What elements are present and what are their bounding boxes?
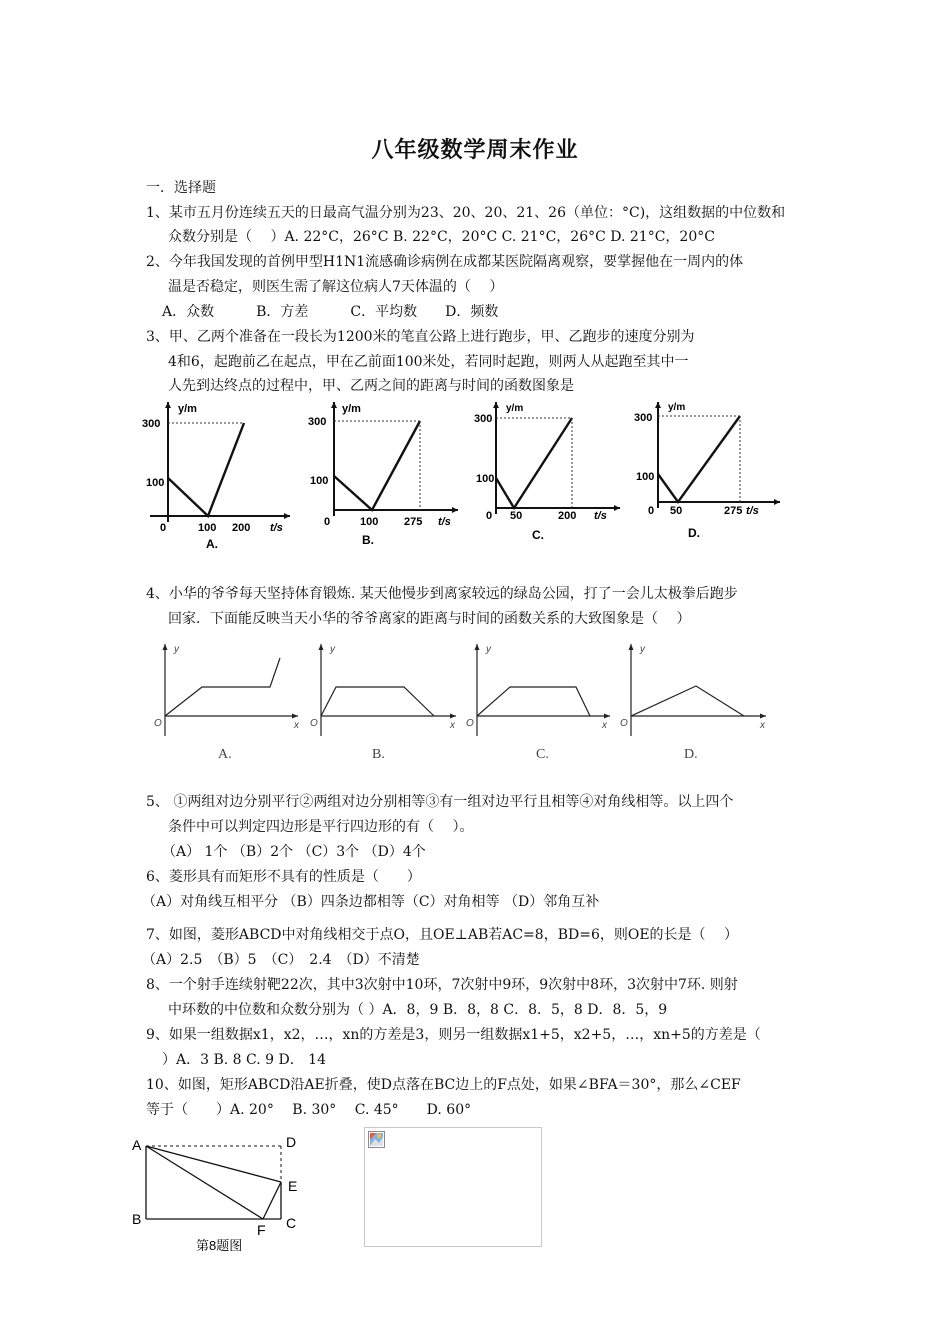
section-heading: 一．选择题 xyxy=(146,180,216,196)
vertex-d: D xyxy=(286,1134,297,1150)
vertex-e: E xyxy=(288,1178,298,1194)
q2-line1: 2、今年我国发现的首例甲型H1N1流感确诊病例在成都某医院隔离观察，要掌握他在一周内的体 xyxy=(146,254,744,270)
q10-line2: 等于（ ）A. 20° B. 30° C. 45° D. 60° xyxy=(146,1102,472,1118)
option-label: A. xyxy=(218,747,232,762)
vertex-a: A xyxy=(132,1137,142,1153)
y-axis-label: y/m xyxy=(342,403,361,415)
vertex-f: F xyxy=(257,1222,266,1238)
q3-graph-a xyxy=(140,398,290,551)
page-title: 八年级数学周末作业 xyxy=(371,137,579,163)
q1-line1: 1、某市五月份连续五天的日最高气温分别为23、20、20、21、26（单位：°C)，这组数据的中位数和 xyxy=(146,205,786,221)
y-tick-300: 300 xyxy=(474,413,493,425)
q5-options: （A） 1个 （B）2个 （C）3个 （D）4个 xyxy=(162,844,426,860)
q10-line1: 10、如图，矩形ABCD沿AE折叠，使D点落在BC边上的F点处，如果∠BFA＝30°，那么∠CEF xyxy=(146,1077,741,1093)
option-label: D. xyxy=(684,747,698,762)
q8-line2: 中环数的中位数和众数分别为（ ）A．8，9 B．8，8 C．8．5，8 D．8．5，9 xyxy=(168,1002,668,1018)
q3-graph-b xyxy=(300,398,460,548)
q3-line2: 4和6，起跑前乙在起点，甲在乙前面100米处，若同时起跑，则两人从起跑至其中一 xyxy=(168,354,689,370)
origin-label: O xyxy=(466,718,474,729)
y-tick-300: 300 xyxy=(142,418,161,430)
x-axis-label: t/s xyxy=(438,516,451,528)
q4-graph-d xyxy=(616,640,776,765)
q2-line2: 温是否稳定，则医生需了解这位病人7天体温的（ ） xyxy=(168,279,504,295)
y-axis-label: y/m xyxy=(178,403,197,415)
x-axis-label: x xyxy=(294,720,299,731)
y-tick-300: 300 xyxy=(634,412,653,424)
q5-line2: 条件中可以判定四边形是平行四边形的有（ ）。 xyxy=(168,819,474,835)
x-tick-end: 275 xyxy=(724,505,743,517)
x-axis-label: x xyxy=(760,720,765,731)
q9-line1: 9、如果一组数据x1，x2，…，xn的方差是3，则另一组数据x1+5，x2+5，…，xn+5的方差是（ xyxy=(146,1027,761,1043)
vertex-c: C xyxy=(286,1215,297,1231)
x-tick-end: 275 xyxy=(404,516,423,528)
x-axis-label: x xyxy=(602,720,607,731)
q4-graph-c xyxy=(462,640,622,765)
q4-line2: 回家．下面能反映当天小华的爷爷离家的距离与时间的函数关系的大致图象是（ ） xyxy=(168,611,691,627)
origin-label: O xyxy=(620,718,628,729)
image-placeholder xyxy=(364,1127,542,1247)
x-axis-label: t/s xyxy=(594,510,607,522)
x-tick-end: 200 xyxy=(558,510,577,522)
q4-line1: 4、小华的爷爷每天坚持体育锻炼. 某天他慢步到离家较远的绿岛公园，打了一会儿太极拳后跑步 xyxy=(146,586,738,602)
y-tick-100: 100 xyxy=(636,471,655,483)
q2-options: A．众数 B．方差 C．平均数 D．频数 xyxy=(162,304,499,320)
option-label: C. xyxy=(532,528,544,542)
q9-line2: ）A．3 B. 8 C. 9 D． 14 xyxy=(162,1052,326,1068)
vertex-b: B xyxy=(132,1211,142,1227)
origin-label: O xyxy=(154,718,162,729)
x-tick-min: 100 xyxy=(360,516,379,528)
x-axis-label: t/s xyxy=(270,522,283,534)
q5-line1: 5、 ①两组对边分别平行②两组对边分别相等③有一组对边平行且相等④对角线相等。以上四个 xyxy=(146,794,734,810)
q3-line1: 3、甲、乙两个准备在一段长为1200米的笔直公路上进行跑步，甲、乙跑步的速度分别为 xyxy=(146,329,695,345)
option-label: A. xyxy=(206,537,218,551)
q4-graph-b xyxy=(306,640,466,765)
q6-options: （A）对角线互相平分 （B）四条边都相等（C）对角相等 （D）邻角互补 xyxy=(142,894,600,910)
q7-options: （A）2.5 （B）5 （C） 2.4 （D）不清楚 xyxy=(142,952,420,968)
origin-label: 0 xyxy=(486,510,493,522)
y-axis-label: y/m xyxy=(668,402,686,413)
origin-label: 0 xyxy=(648,505,655,517)
origin-label: 0 xyxy=(324,516,331,528)
x-axis-label: t/s xyxy=(746,505,759,517)
rectangle-fold-figure xyxy=(128,1132,318,1262)
q6-line1: 6、菱形具有而矩形不具有的性质是（ ） xyxy=(146,869,421,885)
y-tick-100: 100 xyxy=(146,477,165,489)
y-axis-label: y xyxy=(330,644,335,655)
q3-graph-c xyxy=(470,398,620,548)
y-axis-label: y xyxy=(640,644,645,655)
option-label: B. xyxy=(362,533,374,547)
q8-line1: 8、一个射手连续射靶22次，其中3次射中10环，7次射中9环，9次射中8环，3次射中7环. 则射 xyxy=(146,977,738,993)
q4-graph-a xyxy=(150,640,310,765)
x-axis-label: x xyxy=(450,720,455,731)
origin-label: O xyxy=(310,718,318,729)
y-tick-300: 300 xyxy=(308,416,327,428)
y-tick-100: 100 xyxy=(310,475,329,487)
x-tick-min: 50 xyxy=(510,510,523,522)
q1-line2: 众数分别是（ ）A. 22°C，26°C B. 22°C，20°C C. 21°C，26°C D. 21°C，20°C xyxy=(168,229,715,245)
y-tick-100: 100 xyxy=(476,473,495,485)
q7-line1: 7、如图，菱形ABCD中对角线相交于点O，且OE⊥AB若AC=8，BD=6，则OE的长是（ ） xyxy=(146,927,738,943)
option-label: D. xyxy=(688,526,700,540)
x-tick-end: 200 xyxy=(232,522,251,534)
option-label: B. xyxy=(372,747,385,762)
figure-caption: 第8题图 xyxy=(196,1238,243,1253)
origin-label: 0 xyxy=(160,522,167,534)
q3-graph-d xyxy=(628,398,780,548)
y-axis-label: y xyxy=(486,644,491,655)
x-tick-min: 50 xyxy=(670,505,683,517)
option-label: C. xyxy=(536,747,549,762)
broken-image-icon xyxy=(368,1131,386,1149)
y-axis-label: y xyxy=(174,644,179,655)
q3-line3: 人先到达终点的过程中，甲、乙两之间的距离与时间的函数图象是 xyxy=(168,378,574,394)
x-tick-min: 100 xyxy=(198,522,217,534)
y-axis-label: y/m xyxy=(506,403,524,414)
